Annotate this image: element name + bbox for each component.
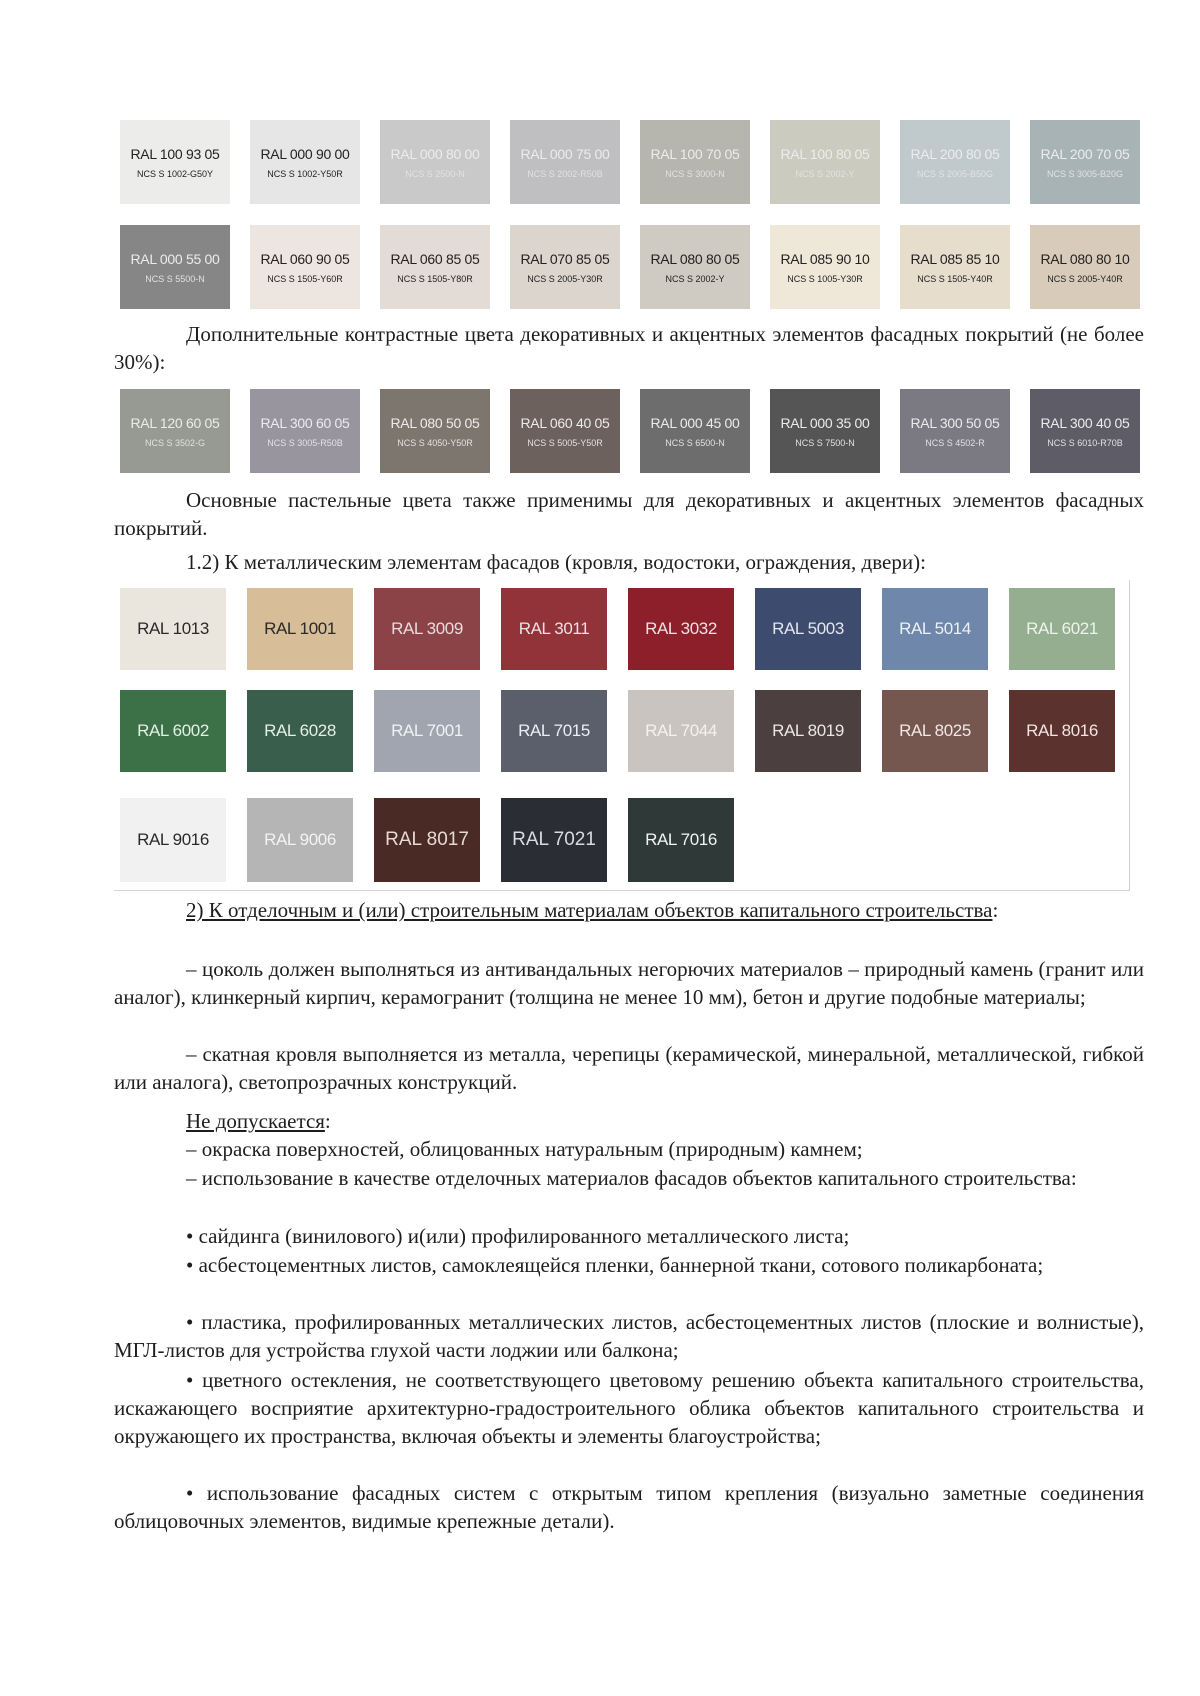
ncs-code: NCS S 5005-Y50R — [527, 437, 603, 448]
color-swatch — [120, 120, 230, 204]
ncs-code: NCS S 2005-B50G — [916, 168, 994, 179]
color-swatch — [380, 225, 490, 309]
ral-code: RAL 7015 — [518, 721, 590, 740]
ral-code: RAL 085 90 10 — [780, 250, 870, 267]
ncs-code: NCS S 3005-B20G — [1046, 168, 1124, 179]
ral-code: RAL 8017 — [385, 829, 469, 850]
not-allowed-heading-colon: : — [324, 1109, 331, 1133]
metal-swatch-row-2 — [120, 690, 1136, 772]
ral-code: RAL 3032 — [645, 619, 717, 638]
ncs-code: NCS S 1002-G50Y — [136, 168, 214, 179]
color-swatch — [770, 120, 880, 204]
metal-color-swatch — [374, 690, 480, 772]
ncs-code: NCS S 1505-Y60R — [267, 273, 343, 284]
metal-color-palette — [114, 580, 1130, 891]
ral-code: RAL 3011 — [518, 619, 590, 638]
ral-code: RAL 5014 — [899, 619, 971, 638]
ncs-code: NCS S 3005-R50B — [267, 437, 343, 448]
metal-swatch-row-3 — [120, 798, 755, 882]
ncs-code: NCS S 1005-Y30R — [787, 273, 863, 284]
metal-color-swatch — [628, 798, 734, 882]
ncs-code: NCS S 1002-Y50R — [267, 168, 343, 179]
ral-code: RAL 080 80 05 — [650, 250, 740, 267]
ncs-code: NCS S 2002-Y — [665, 273, 725, 284]
color-swatch — [900, 389, 1010, 473]
metal-elements-heading: 1.2) К металлическим элементам фасадов (кровля, водостоки, ограждения, двери): — [186, 550, 926, 574]
prohibited-item-sheets: • асбестоцементных листов, самоклеящейся пленки, баннерной ткани, сотового поликарбоната; — [186, 1253, 1044, 1277]
pastel-usage-note: Основные пастельные цвета также применимы для декоративных и акцентных элементов фасадных покрытий. — [114, 488, 1144, 540]
metal-color-swatch — [120, 690, 226, 772]
ral-code: RAL 085 85 10 — [910, 250, 1000, 267]
prohibition-painting: – окраска поверхностей, облицованных натуральным (природным) камнем; — [186, 1137, 863, 1161]
ral-code: RAL 080 50 05 — [390, 414, 480, 431]
color-swatch — [1030, 389, 1140, 473]
contrast-colors-intro: Дополнительные контрастные цвета декоративных и акцентных элементов фасадных покрытий (не более 30%): — [114, 322, 1144, 374]
color-swatch — [510, 389, 620, 473]
ral-code: RAL 000 80 00 — [390, 145, 480, 162]
color-swatch — [380, 389, 490, 473]
ral-code: RAL 000 45 00 — [650, 414, 740, 431]
color-swatch — [640, 225, 750, 309]
color-swatch — [770, 389, 880, 473]
color-swatch — [120, 389, 230, 473]
ncs-code: NCS S 6500-N — [665, 437, 725, 448]
ral-code: RAL 120 60 05 — [130, 414, 220, 431]
ncs-code: NCS S 3502-G — [144, 437, 206, 448]
plinth-requirement: – цоколь должен выполняться из антивандальных негорючих материалов – природный камень (гранит или аналог), клинкерный кирпич, керамогранит (толщина не менее 10 мм), бетон и другие подобные материалы; — [114, 957, 1144, 1009]
metal-color-swatch — [628, 588, 734, 670]
ral-code: RAL 060 90 05 — [260, 250, 350, 267]
ral-code: RAL 6028 — [264, 721, 336, 740]
section-2-heading-text: 2) К отделочным и (или) строительным материалам объектов капитального строительства — [186, 898, 993, 922]
metal-color-swatch — [120, 588, 226, 670]
ral-code: RAL 5003 — [772, 619, 844, 638]
ral-code: RAL 080 80 10 — [1040, 250, 1130, 267]
ncs-code: NCS S 6010-R70B — [1047, 437, 1123, 448]
ral-code: RAL 8025 — [899, 721, 971, 740]
ral-code: RAL 7021 — [512, 829, 596, 850]
metal-color-swatch — [755, 690, 861, 772]
color-swatch — [250, 120, 360, 204]
ral-code: RAL 070 85 05 — [520, 250, 610, 267]
prohibited-item-plastic: • пластика, профилированных металлических листов, асбестоцементных листов (плоские и волнистые), МГЛ-листов для устройства глухой части лоджии или балкона; — [114, 1310, 1144, 1362]
ncs-code: NCS S 4502-R — [925, 437, 985, 448]
ral-code: RAL 9006 — [264, 830, 336, 849]
ncs-code: NCS S 2500-N — [405, 168, 465, 179]
ral-code: RAL 060 85 05 — [390, 250, 480, 267]
ncs-code: NCS S 2002-R50B — [527, 168, 603, 179]
color-swatch — [510, 225, 620, 309]
color-swatch — [640, 120, 750, 204]
ncs-code: NCS S 3000-N — [665, 168, 725, 179]
ncs-code: NCS S 7500-N — [795, 437, 855, 448]
not-allowed-heading — [114, 1107, 1144, 1135]
color-swatch — [900, 120, 1010, 204]
ral-code: RAL 7001 — [391, 721, 463, 740]
ral-code: RAL 060 40 05 — [520, 414, 610, 431]
ral-code: RAL 000 90 00 — [260, 145, 350, 162]
ral-code: RAL 3009 — [391, 619, 463, 638]
color-swatch — [120, 225, 230, 309]
ncs-code: NCS S 1505-Y80R — [397, 273, 473, 284]
color-swatch — [510, 120, 620, 204]
prohibited-item-siding: • сайдинга (винилового) и(или) профилированного металлического листа; — [186, 1224, 850, 1248]
ral-code: RAL 6002 — [137, 721, 209, 740]
ral-code: RAL 7044 — [645, 721, 717, 740]
section-2-heading-colon: : — [992, 898, 999, 922]
color-swatch — [380, 120, 490, 204]
ral-code: RAL 1013 — [137, 619, 209, 638]
color-swatch — [1030, 225, 1140, 309]
metal-color-swatch — [882, 690, 988, 772]
color-swatch — [900, 225, 1010, 309]
ral-code: RAL 000 75 00 — [520, 145, 610, 162]
ncs-code: NCS S 4050-Y50R — [397, 437, 473, 448]
metal-color-swatch — [755, 588, 861, 670]
ral-code: RAL 300 50 05 — [910, 414, 1000, 431]
ral-code: RAL 300 40 05 — [1040, 414, 1130, 431]
metal-color-swatch — [247, 690, 353, 772]
ral-code: RAL 100 70 05 — [650, 145, 740, 162]
prohibition-materials-intro: – использование в качестве отделочных материалов фасадов объектов капитального строительства: — [186, 1166, 1077, 1190]
prohibited-item-glazing: • цветного остекления, не соответствующего цветовому решению объекта капитального строительства, искажающего восприятие архитектурно-градостроительного облика объектов капитального строительства и окружающего их пространства, включая объекты и элементы благоустройства; — [114, 1368, 1144, 1448]
metal-color-swatch — [120, 798, 226, 882]
metal-color-swatch — [374, 798, 480, 882]
contrast-swatch-row — [120, 389, 1160, 473]
roof-requirement: – скатная кровля выполняется из металла, черепицы (керамической, минеральной, металлической, гибкой или аналога), светопрозрачных конструкций. — [114, 1042, 1144, 1094]
ral-code: RAL 300 60 05 — [260, 414, 350, 431]
color-swatch — [640, 389, 750, 473]
ral-code: RAL 6021 — [1026, 619, 1098, 638]
metal-color-swatch — [501, 588, 607, 670]
color-swatch — [1030, 120, 1140, 204]
color-swatch — [770, 225, 880, 309]
ncs-code: NCS S 2002-Y — [795, 168, 855, 179]
section-2-heading — [114, 896, 1144, 924]
metal-color-swatch — [1009, 588, 1115, 670]
ral-code: RAL 100 80 05 — [780, 145, 870, 162]
ncs-code: NCS S 2005-Y30R — [527, 273, 603, 284]
ral-code: RAL 200 70 05 — [1040, 145, 1130, 162]
ral-code: RAL 8016 — [1026, 721, 1098, 740]
ncs-code: NCS S 1505-Y40R — [917, 273, 993, 284]
ral-code: RAL 9016 — [137, 830, 209, 849]
metal-color-swatch — [628, 690, 734, 772]
ncs-code: NCS S 5500-N — [145, 273, 205, 284]
color-swatch — [250, 389, 360, 473]
metal-color-swatch — [247, 798, 353, 882]
metal-color-swatch — [374, 588, 480, 670]
ral-code: RAL 000 35 00 — [780, 414, 870, 431]
metal-color-swatch — [247, 588, 353, 670]
ral-code: RAL 8019 — [772, 721, 844, 740]
not-allowed-heading-text: Не допускается — [186, 1109, 325, 1133]
metal-swatch-row-1 — [120, 588, 1136, 670]
ncs-code: NCS S 2005-Y40R — [1047, 273, 1123, 284]
ral-code: RAL 1001 — [264, 619, 336, 638]
ral-code: RAL 7016 — [645, 830, 717, 849]
prohibited-item-facade-systems: • использование фасадных систем с открытым типом крепления (визуально заметные соединения облицовочных элементов, видимые крепежные детали). — [114, 1481, 1144, 1533]
metal-color-swatch — [1009, 690, 1115, 772]
metal-color-swatch — [501, 798, 607, 882]
ral-code: RAL 200 80 05 — [910, 145, 1000, 162]
color-swatch — [250, 225, 360, 309]
pastel-swatch-row-1 — [120, 120, 1160, 204]
metal-color-swatch — [882, 588, 988, 670]
pastel-swatch-row-2 — [120, 225, 1160, 309]
ral-code: RAL 100 93 05 — [130, 145, 220, 162]
ral-code: RAL 000 55 00 — [130, 250, 220, 267]
metal-color-swatch — [501, 690, 607, 772]
